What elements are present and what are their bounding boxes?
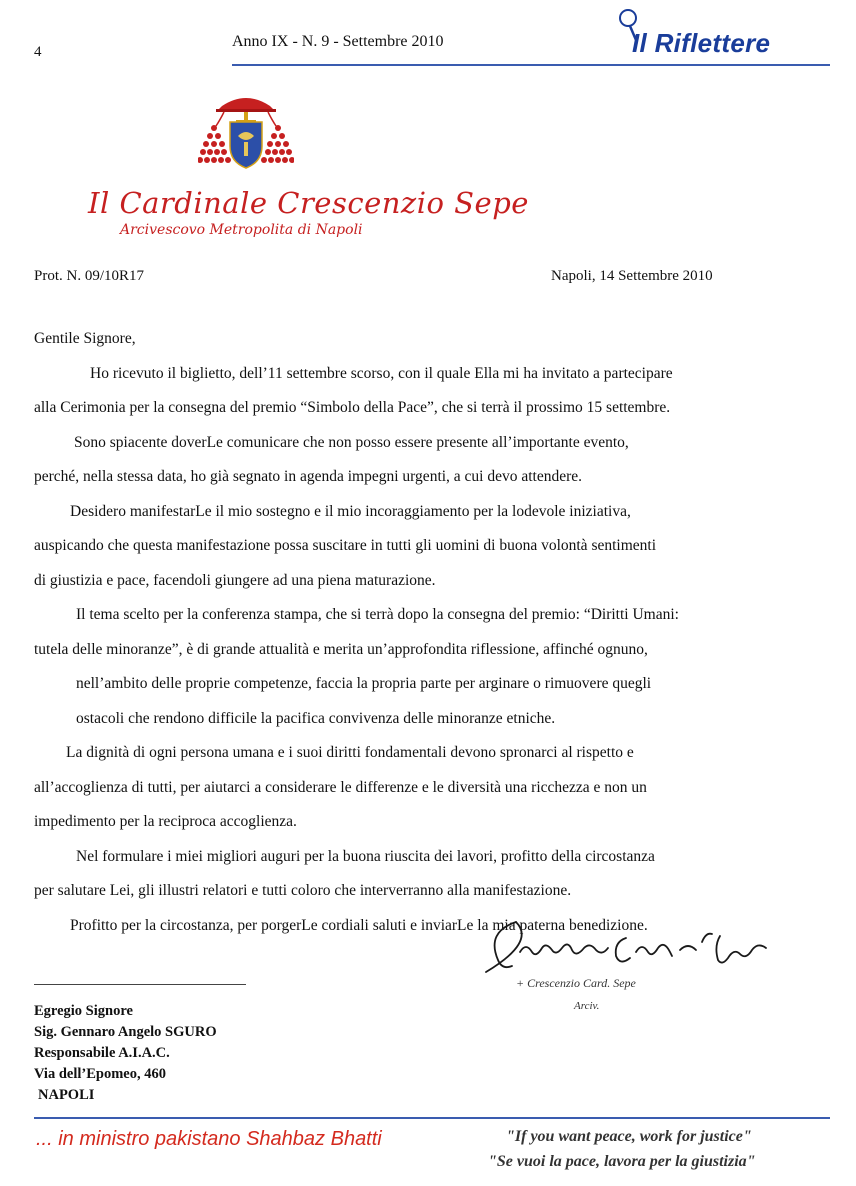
body-line: Il tema scelto per la conferenza stampa, che si terrà dopo la consegna del premio: “Diritti Umani: [76,606,679,623]
recipient-address [34,1001,217,1106]
handwritten-signature [476,912,786,982]
signature-caption-title: Arciv. [574,1000,600,1012]
address-line: NAPOLI [38,1087,95,1103]
address-line: Via dell’Epomeo, 460 [34,1066,166,1082]
footer-teaser: ... in ministro pakistano Shahbaz Bhatti [36,1128,382,1150]
address-line: Sig. Gennaro Angelo SGURO [34,1024,217,1040]
salutation: Gentile Signore, [34,330,136,347]
address-divider [34,984,246,985]
masthead-title: Il Riflettere [632,28,771,58]
address-line: Egregio Signore [34,1003,133,1019]
body-line: auspicando che questa manifestazione possa suscitare in tutti gli uomini di buona volontà sentimenti [34,537,657,554]
issue-info: Anno IX - N. 9 - Settembre 2010 [232,33,444,50]
body-line: ostacoli che rendono difficile la pacifica convivenza delle minoranze etniche. [76,709,556,727]
page-number: 4 [34,44,42,60]
footer-quote-en: "If you want peace, work for justice" [506,1128,752,1145]
body-line: Profitto per la circostanza, per porgerLe cordiali saluti e inviarLe la mia paterna benedizione. [70,916,648,934]
body-line: di giustizia e pace, facendoli giungere ad una piena maturazione. [34,571,436,589]
cardinal-coat-of-arms-icon [198,92,294,178]
signature-caption: + Crescenzio Card. Sepe [516,976,636,990]
body-line: Desidero manifestarLe il mio sostegno e il mio incoraggiamento per la lodevole iniziativa, [70,502,631,520]
header-divider [232,64,830,66]
body-line: impedimento per la reciproca accoglienza. [34,813,297,830]
body-line: Sono spiacente doverLe comunicare che non posso essere presente all’importante evento, [74,433,629,451]
body-line: alla Cerimonia per la consegna del premio “Simbolo della Pace”, che si terrà il prossimo 15 settembre. [34,399,671,416]
body-line: tutela delle minoranze”, è di grande attualità e merita un’approfondita riflessione, affinché ognuno, [34,640,648,658]
body-line: La dignità di ogni persona umana e i suoi diritti fondamentali devono spronarci al rispetto e [66,744,634,761]
footer-divider [34,1117,830,1119]
letter-date: Napoli, 14 Settembre 2010 [551,268,713,284]
body-line: Ho ricevuto il biglietto, dell’11 settembre scorso, con il quale Ella mi ha invitato a partecipare [90,364,673,382]
masthead-logo [612,6,842,62]
body-line: all’accoglienza di tutti, per aiutarci a considerare le differenze e le diversità una ricchezza e non un [34,778,647,796]
letter-body [34,322,824,943]
body-line: nell’ambito delle proprie competenze, faccia la propria parte per arginare o rimuovere quegli [76,675,652,692]
letterhead-name: Il Cardinale Crescenzio Sepe [88,186,529,220]
address-line: Responsabile A.I.A.C. [34,1045,170,1061]
letterhead-title: Arcivescovo Metropolita di Napoli [120,222,363,238]
protocol-number: Prot. N. 09/10R17 [34,268,145,284]
footer-quote-it: "Se vuoi la pace, lavora per la giustizia" [488,1153,756,1170]
body-line: Nel formulare i miei migliori auguri per la buona riuscita dei lavori, profitto della circostanza [76,847,655,865]
body-line: per salutare Lei, gli illustri relatori e tutti coloro che interverranno alla manifestazione. [34,882,572,899]
body-line: perché, nella stessa data, ho già segnato in agenda impegni urgenti, a cui devo attendere. [34,468,583,485]
